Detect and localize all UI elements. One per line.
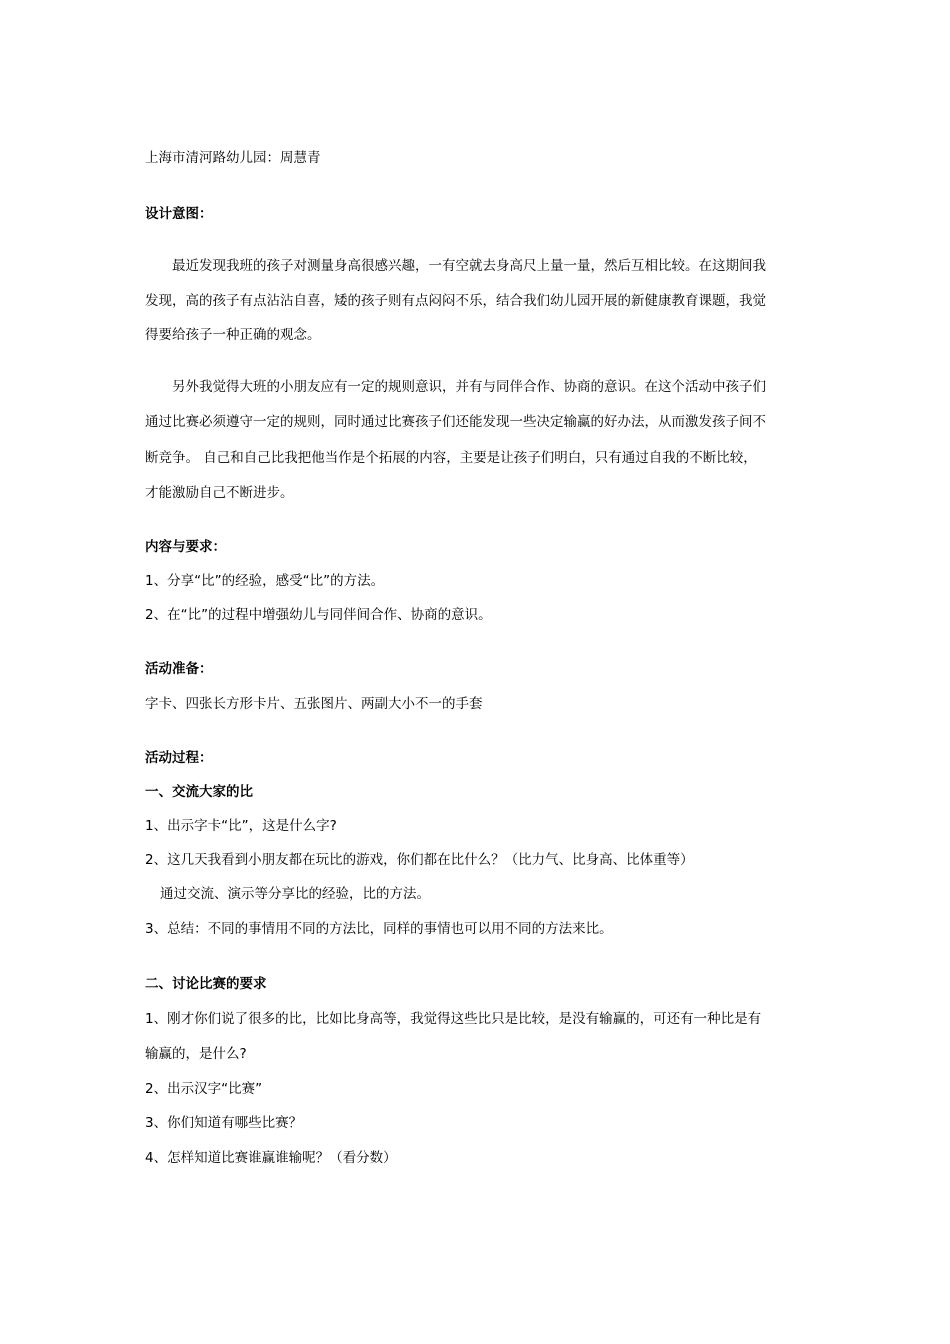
list-item: 1、刚才你们说了很多的比，比如比身高等，我觉得这些比只是比较，是没有输赢的，可还有一种比是有 — [145, 1011, 762, 1027]
list-item: 3、总结：不同的事情用不同的方法比，同样的事情也可以用不同的方法来比。 — [145, 921, 613, 937]
paragraph-line: 通过比赛必须遵守一定的规则，同时通过比赛孩子们还能发现一些决定输赢的好办法，从而激发孩子间不 — [145, 414, 766, 430]
paragraph-line: 最近发现我班的孩子对测量身高很感兴趣，一有空就去身高尺上量一量，然后互相比较。在这期间我 — [172, 258, 766, 274]
list-item: 1、出示字卡“比”，这是什么字? — [145, 818, 337, 834]
list-item: 输赢的，是什么? — [145, 1046, 247, 1062]
content-requirements-heading: 内容与要求： — [145, 539, 226, 555]
section-title: 一、交流大家的比 — [145, 784, 253, 800]
paragraph-line: 另外我觉得大班的小朋友应有一定的规则意识，并有与同伴合作、协商的意识。在这个活动中孩子们 — [172, 379, 766, 395]
paragraph-line: 断竞争。 自己和自己比我把他当作是个拓展的内容，主要是让孩子们明白，只有通过自我的不断比较， — [145, 450, 757, 466]
list-item: 2、这几天我看到小朋友都在玩比的游戏，你们都在比什么？（比力气、比身高、比体重等） — [145, 852, 694, 868]
list-item: 1、分享“比”的经验，感受“比”的方法。 — [145, 573, 385, 589]
preparation-text: 字卡、四张长方形卡片、五张图片、两副大小不一的手套 — [145, 696, 483, 712]
paragraph-line: 得要给孩子一种正确的观念。 — [145, 327, 321, 343]
section-title: 二、讨论比赛的要求 — [145, 976, 267, 992]
list-item: 2、在“比”的过程中增强幼儿与同伴间合作、协商的意识。 — [145, 607, 492, 623]
list-item: 3、你们知道有哪些比赛？ — [145, 1115, 303, 1131]
design-intent-heading: 设计意图： — [145, 206, 213, 222]
process-heading: 活动过程： — [145, 750, 213, 766]
paragraph-line: 发现，高的孩子有点沾沾自喜，矮的孩子则有点闷闷不乐，结合我们幼儿园开展的新健康教育课题，我觉 — [145, 293, 766, 309]
paragraph-line: 才能激励自己不断进步。 — [145, 485, 294, 501]
list-item: 4、怎样知道比赛谁赢谁输呢？（看分数） — [145, 1150, 397, 1166]
author-line: 上海市清河路幼儿园：周慧青 — [145, 150, 321, 166]
list-item: 2、出示汉字“比赛” — [145, 1081, 263, 1097]
preparation-heading: 活动准备： — [145, 661, 213, 677]
list-item: 通过交流、演示等分享比的经验，比的方法。 — [160, 886, 430, 902]
